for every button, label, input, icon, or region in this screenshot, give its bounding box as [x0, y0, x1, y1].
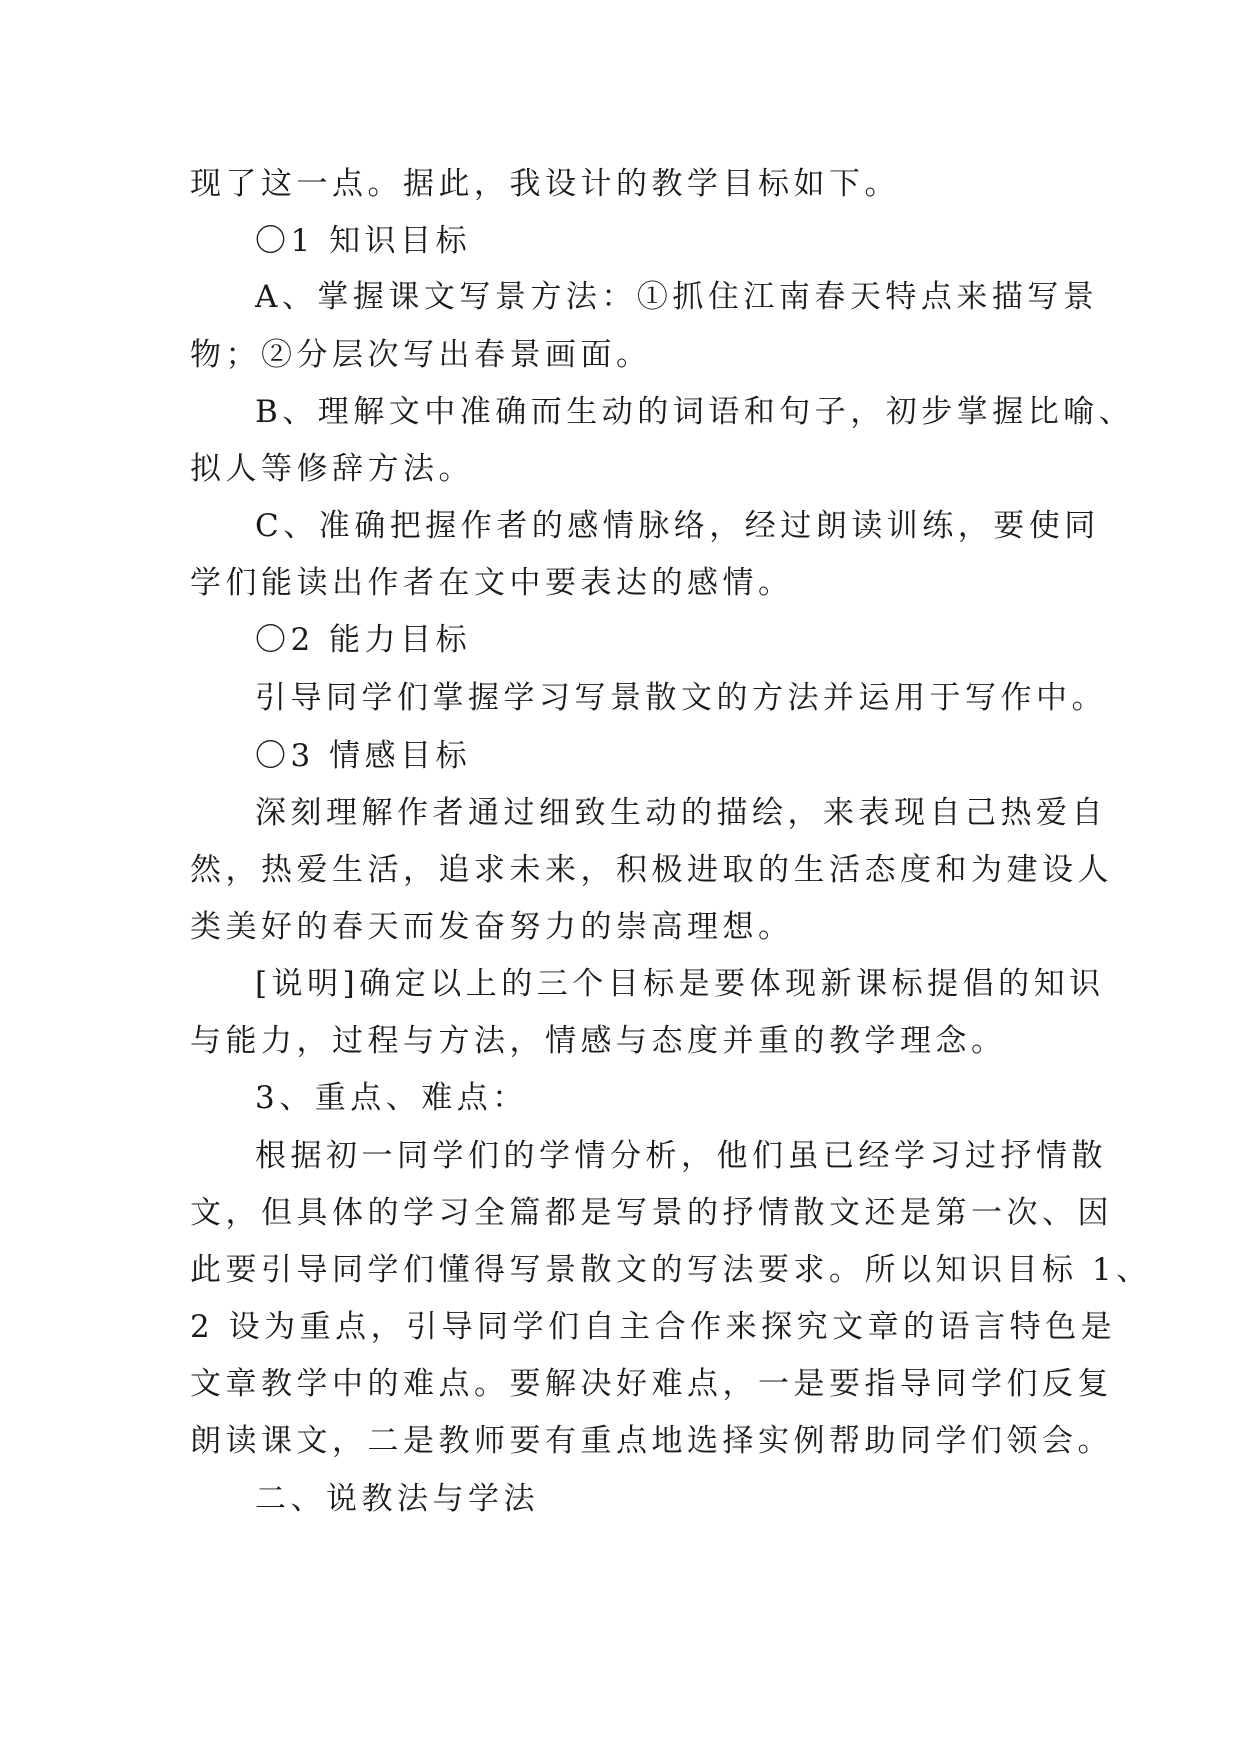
text-line: 然，热爱生活，追求未来，积极进取的生活态度和为建设人	[190, 852, 1113, 888]
text-line: B、理解文中准确而生动的词语和句子，初步掌握比喻、	[255, 394, 1135, 430]
text-line: 物；②分层次写出春景画面。	[190, 337, 652, 373]
text-line: 2 设为重点，引导同学们自主合作来探究文章的语言特色是	[190, 1309, 1117, 1345]
text-line: [说明]确定以上的三个目标是要体现新课标提倡的知识	[255, 966, 1105, 1002]
text-line: 根据初一同学们的学情分析，他们虽已经学习过抒情散	[255, 1138, 1107, 1174]
text-line: 深刻理解作者通过细致生动的描绘，来表现自己热爱自	[255, 795, 1107, 831]
text-line: 类美好的春天而发奋努力的崇高理想。	[190, 909, 794, 945]
text-line: 朗读课文，二是教师要有重点地选择实例帮助同学们领会。	[190, 1423, 1113, 1459]
text-line: 学们能读出作者在文中要表达的感情。	[190, 565, 794, 601]
heading-knowledge-goal: 〇1 知识目标	[255, 223, 472, 259]
text-line: 现了这一点。据此，我设计的教学目标如下。	[190, 166, 900, 202]
text-line: 文，但具体的学习全篇都是写景的抒情散文还是第一次、因	[190, 1195, 1113, 1231]
text-line: 文章教学中的难点。要解决好难点，一是要指导同学们反复	[190, 1366, 1113, 1402]
heading-emotion-goal: 〇3 情感目标	[255, 738, 472, 774]
text-line: 与能力，过程与方法，情感与态度并重的教学理念。	[190, 1023, 1007, 1059]
text-line: 此要引导同学们懂得写景散文的写法要求。所以知识目标 1、	[190, 1252, 1152, 1288]
text-line: A、掌握课文写景方法：①抓住江南春天特点来描写景	[255, 279, 1099, 315]
heading-ability-goal: 〇2 能力目标	[255, 622, 472, 658]
text-line: 引导同学们掌握学习写景散文的方法并运用于写作中。	[255, 680, 1107, 716]
text-line: C、准确把握作者的感情脉络，经过朗读训练，要使同	[255, 508, 1100, 544]
section-heading: 二、说教法与学法	[255, 1481, 539, 1517]
text-line: 拟人等修辞方法。	[190, 451, 474, 487]
heading-key-points: 3、重点、难点：	[255, 1080, 528, 1116]
